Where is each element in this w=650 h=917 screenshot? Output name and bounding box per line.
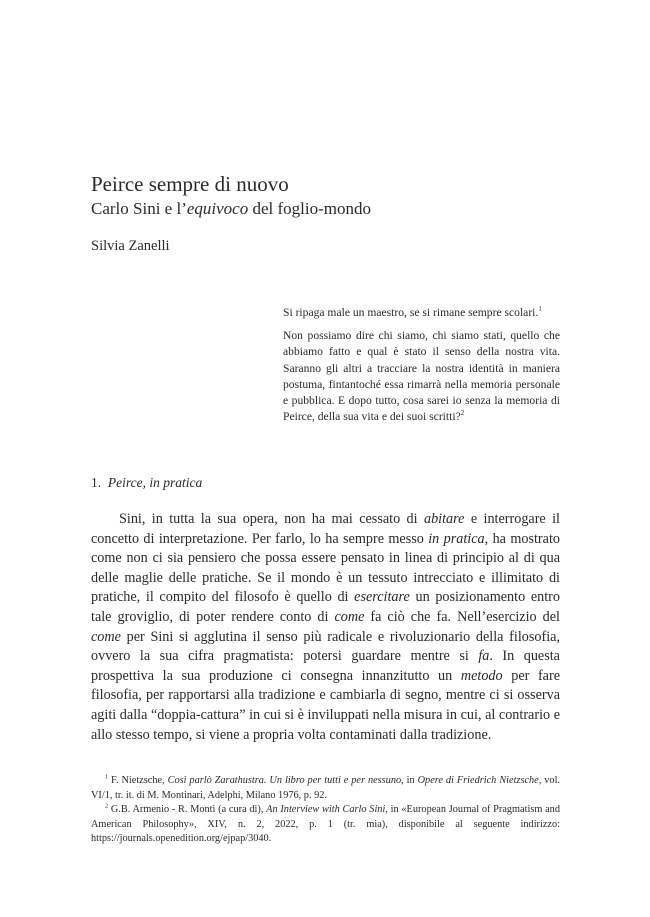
epigraph-1: [283, 305, 560, 321]
body-run-italic-3: in pratica: [428, 530, 485, 547]
body-run-italic-11: fa: [478, 648, 490, 665]
subtitle-text-start: Carlo Sini e l’: [91, 199, 187, 218]
epigraph-1-text: Si ripaga male un maestro, se si rimane sempre scolari.: [283, 306, 539, 319]
body-run-text-4: , ha mostrato come non ci sia pensiero che possa essere pensato in linea di principio al di qua delle maglie delle pratiche. Se il mondo è un tessuto intrecciato e illimitato di pratiche, il compito del filosofo è quello di: [91, 530, 560, 606]
body-paragraph: [91, 510, 560, 745]
section-title: Peirce, in pratica: [107, 475, 203, 490]
body-run-italic-5: esercitare: [354, 589, 410, 606]
body-run-italic-9: come: [91, 628, 121, 645]
body-run-text-12: . In questa prospettiva la sua produzione ci consegna innanzitutto un: [91, 648, 560, 684]
footnote-1: [91, 774, 560, 803]
paper-title: Peirce sempre di nuovo: [91, 172, 289, 196]
footnotes: [91, 774, 560, 847]
footnote-2: [91, 803, 560, 847]
footnote-1-run-italic-1: Così parlò Zarathustra. Un libro per tutti e per nessuno: [167, 775, 402, 786]
body-run-text-2: e interrogare il concetto di interpretazione. Per farlo, lo ha sempre messo: [91, 511, 560, 547]
footnote-2-number: 2: [105, 802, 109, 810]
footnote-2-run-italic-1: An Interview with Carlo Sini: [266, 804, 386, 816]
subtitle-text-end: del foglio-mondo: [248, 199, 371, 218]
paper-subtitle: [91, 198, 371, 220]
body-run-italic-13: metodo: [460, 667, 503, 684]
footnote-2-run-text-0: G.B. Armenio - R. Monti (a cura di),: [108, 804, 267, 816]
body-run-text-6: un posizionamento entro tale groviglio, di poter rendere conto di: [91, 589, 560, 625]
body-run-text-10: per Sini si agglutina il senso più radicale e rivoluzionario della filosofia, ovvero la sua cifra pragmatista: potersi guardare mentre si: [91, 628, 560, 665]
footnote-1-number: 1: [105, 773, 109, 781]
footnote-ref-1: 1: [538, 305, 542, 314]
body-run-italic-1: abitare: [423, 511, 465, 527]
body-run-text-8: fa ciò che fa. Nell’esercizio del: [364, 608, 560, 625]
epigraph-block: [283, 305, 560, 432]
epigraph-2: [283, 328, 560, 425]
section-number: 1.: [91, 475, 102, 490]
author-name: Silvia Zanelli: [91, 238, 170, 254]
body-run-text-0: Sini, in tutta la sua opera, non ha mai cessato di: [119, 511, 424, 527]
subtitle-italic-word: equivoco: [186, 199, 249, 218]
footnote-1-run-text-0: F. Nietzsche,: [108, 775, 168, 786]
section-heading: [91, 474, 202, 492]
body-run-text-14: per fare filosofia, per rapportarsi alla tradizione e cambiarla di segno, mentre ci si osserva agiti dalla “doppia-cattura” in cui si è inviluppati nella misura in cui, al contrario e allo stesso tempo, si viene a propria volta contaminati dalla tradizione.: [91, 667, 560, 743]
footnote-ref-2: 2: [460, 409, 465, 418]
footnote-1-run-italic-3: Opere di Friedrich Nietzsche: [417, 775, 539, 786]
epigraph-2-text: Non possiamo dire chi siamo, chi siamo stati, quello che abbiamo fatto e qual è stato il senso della nostra vita. Saranno gli altri a tracciare la nostra identità in maniera postuma, fintantoché essa rimarrà nella memoria personale e pubblica. E dopo tutto, cosa sarei io senza la memoria di Peirce, della sua vita e dei suoi scritti?: [283, 329, 560, 424]
footnote-2-run-text-2: , in «European Journal of Pragmatism and American Philosophy», XIV, n. 2, 2022, p. 1 (tr. mia), disponibile al seguente indirizzo: https://journals.openedition.org/ejpap/3040.: [91, 804, 560, 845]
footnote-1-run-text-2: , in: [401, 775, 418, 786]
body-run-italic-7: come: [334, 608, 365, 625]
footnote-1-run-text-4: , vol. VI/1, tr. it. di M. Montinari, Adelphi, Milano 1976, p. 92.: [91, 775, 561, 801]
